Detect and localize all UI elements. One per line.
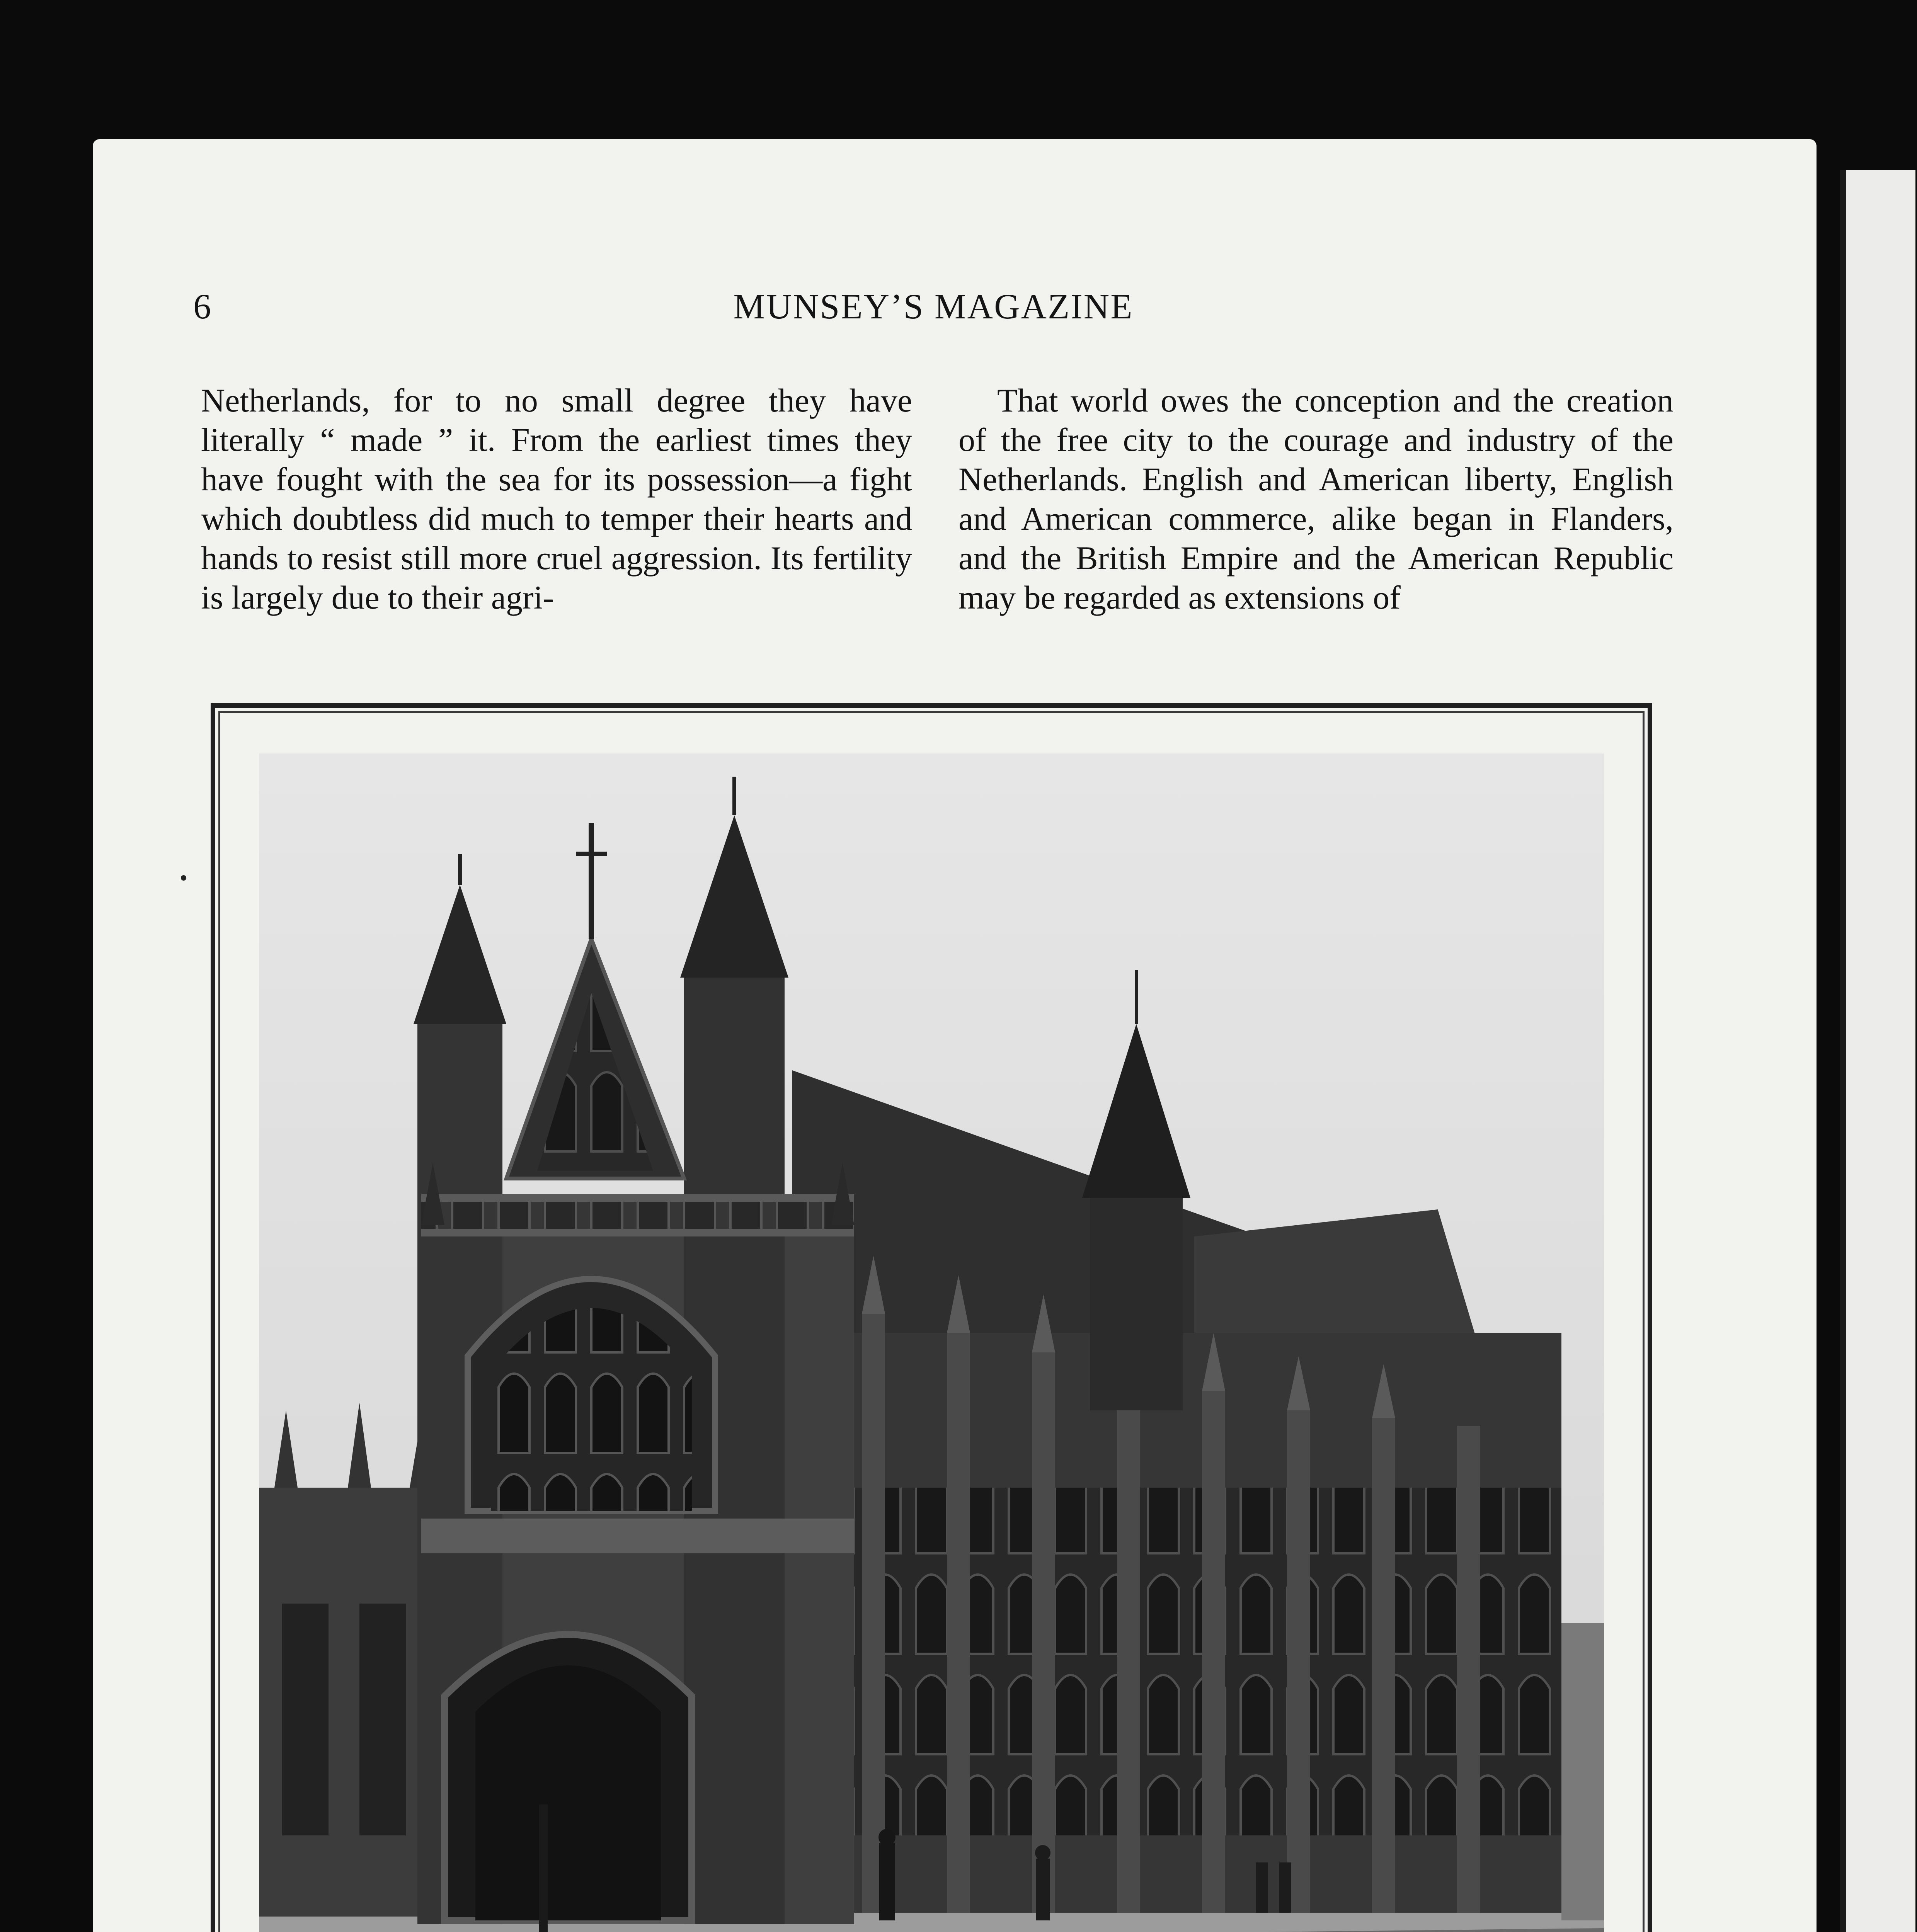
adjacent-page-edge: [1840, 170, 1915, 1932]
paragraph: Netherlands, for to no small degree they have literally “ made ” it. From the earliest times they have fought with the sea for its possession—a fight which doubtless did much to temper their hearts and hands to resist still more cruel aggression. Its fertility is largely due to their agri-: [201, 382, 912, 616]
column-left-top: [201, 381, 912, 617]
column-right-top: [958, 381, 1674, 617]
paragraph: That world owes the conception and the creation of the free city to the courage and industry of the Netherlands. English and American liberty, English and American commerce, alike began in Flanders, and the British Empire and the American Republic may be regarded as extensions of: [958, 382, 1674, 616]
page-header: [193, 286, 1674, 332]
running-title: MUNSEY’S MAGAZINE: [733, 287, 1134, 326]
stray-ink-dot: [181, 875, 186, 881]
page-number: 6: [193, 287, 211, 326]
church-photograph: [259, 753, 1604, 1932]
